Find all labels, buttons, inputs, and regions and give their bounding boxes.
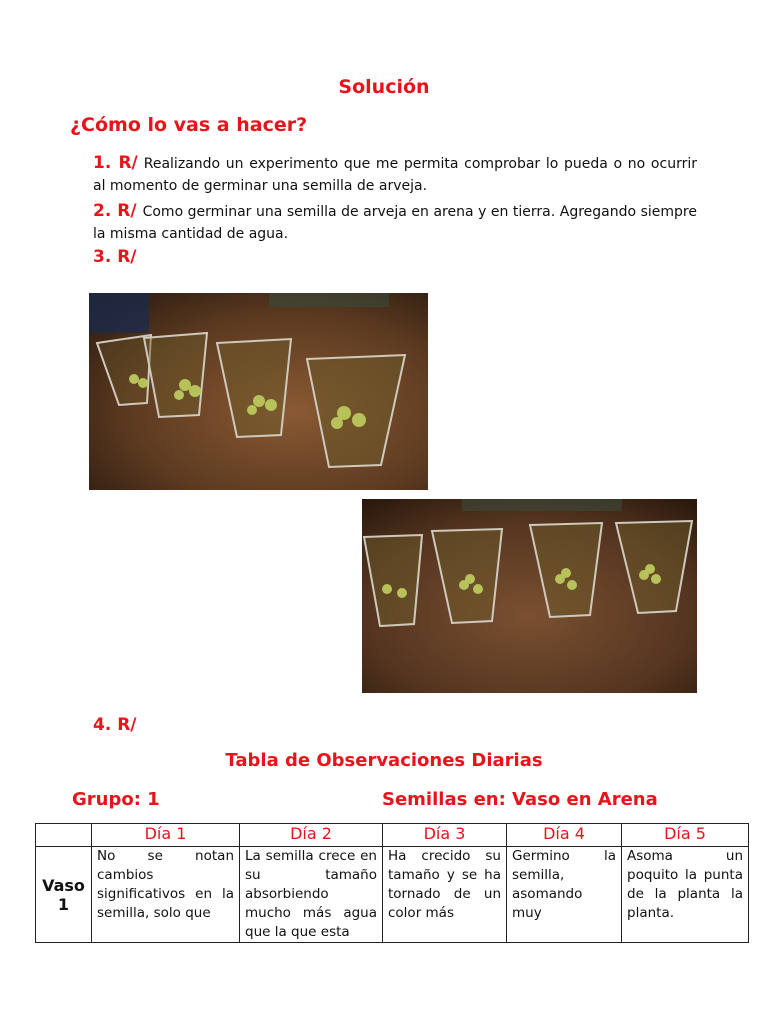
seeds-label: Semillas en: Vaso en Arena <box>382 789 658 810</box>
list-item <box>93 152 697 197</box>
item-text: Realizando un experimento que me permita comprobar lo pueda o no ocurrir al momento de germinar una semilla de arveja. <box>93 156 697 194</box>
column-header: Día 1 <box>92 824 240 847</box>
experiment-photo-1 <box>89 293 428 490</box>
question-heading: ¿Cómo lo vas a hacer? <box>70 114 308 136</box>
item-text: Como germinar una semilla de arveja en arena y en tierra. Agregando siempre la misma cantidad de agua. <box>93 204 697 242</box>
list-item <box>93 200 697 245</box>
table-cell: No se notan cambios significativos en la semilla, solo que <box>92 847 240 943</box>
table-cell: Germino la semilla, asomando muy <box>507 847 622 943</box>
column-header: Día 5 <box>622 824 749 847</box>
table-corner <box>36 824 92 847</box>
experiment-photo-2 <box>362 499 697 693</box>
item-number: 4. R/ <box>93 715 137 735</box>
table-row <box>36 847 749 943</box>
table-title: Tabla de Observaciones Diarias <box>225 750 543 771</box>
row-header: Vaso 1 <box>36 847 92 943</box>
table-header-row <box>36 824 749 847</box>
item-number: 3. R/ <box>93 247 137 267</box>
item-number: 2. R/ <box>93 201 137 221</box>
page-title: Solución <box>338 76 430 98</box>
list-item <box>93 246 697 269</box>
item-number: 1. R/ <box>93 153 138 173</box>
table-cell: La semilla crece en su tamaño absorbiendo mucho más agua que la que esta <box>240 847 383 943</box>
observations-table <box>35 823 749 943</box>
column-header: Día 3 <box>383 824 507 847</box>
table-cell: Asoma un poquito la punta de la planta la planta. <box>622 847 749 943</box>
column-header: Día 2 <box>240 824 383 847</box>
table-cell: Ha crecido su tamaño y se ha tornado de un color más <box>383 847 507 943</box>
group-label: Grupo: 1 <box>72 789 160 810</box>
list-item <box>93 714 697 737</box>
column-header: Día 4 <box>507 824 622 847</box>
